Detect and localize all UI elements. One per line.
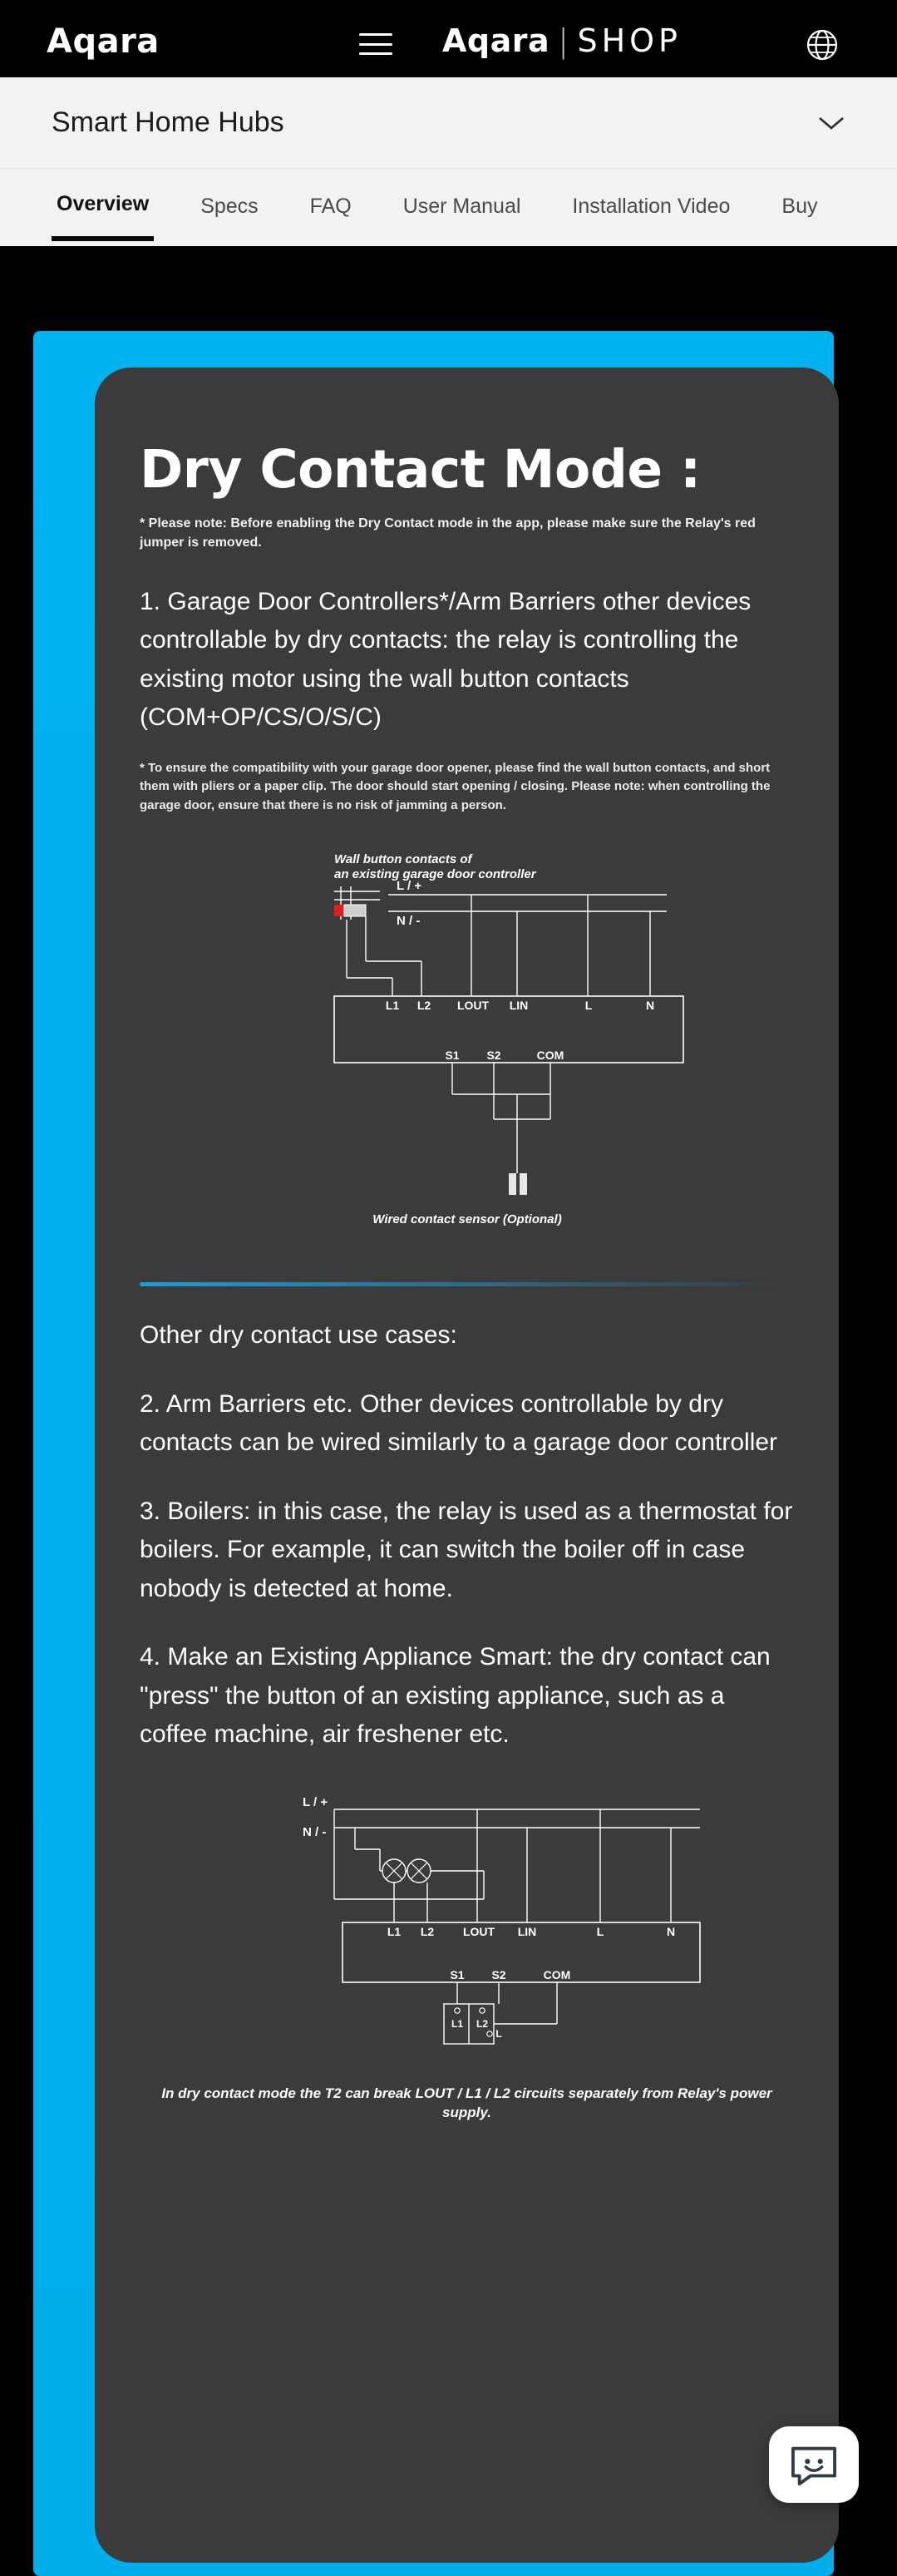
shop-brand-logo[interactable]: [442, 22, 682, 59]
chevron-down-icon[interactable]: [817, 115, 845, 131]
use-case-2-text: 2. Arm Barriers etc. Other devices controllable by dry contacts can be wired similarly to a garage door controller: [140, 1389, 778, 1457]
svg-text:LIN: LIN: [509, 999, 528, 1013]
svg-text:COM: COM: [543, 1967, 570, 1981]
tab-specs[interactable]: Specs: [200, 195, 259, 218]
section-divider: [140, 1282, 794, 1286]
svg-text:L: L: [495, 2027, 502, 2040]
svg-text:L1: L1: [385, 999, 399, 1013]
shop-brand-separator: |: [558, 22, 569, 59]
svg-text:an existing garage door contro: an existing garage door controller: [333, 867, 536, 882]
svg-text:N / -: N / -: [396, 914, 420, 929]
svg-text:L2: L2: [476, 2017, 488, 2030]
svg-text:N / -: N / -: [302, 1824, 326, 1839]
other-use-cases-heading: Other dry contact use cases:: [140, 1321, 457, 1350]
tab-overview[interactable]: Overview: [52, 174, 154, 241]
svg-text:L2: L2: [416, 999, 431, 1013]
svg-text:LOUT: LOUT: [462, 1924, 495, 1938]
use-case-4-text: 4. Make an Existing Appliance Smart: the dry contact can "press" the button of an existing appliance, such as a coffee machine, air freshener etc.: [140, 1643, 771, 1749]
svg-text:L / +: L / +: [302, 1794, 328, 1809]
svg-text:L1: L1: [451, 2017, 463, 2030]
svg-text:LOUT: LOUT: [456, 999, 489, 1013]
tab-user-manual[interactable]: User Manual: [402, 195, 521, 218]
svg-text:L1: L1: [387, 1924, 401, 1938]
svg-text:L: L: [596, 1924, 604, 1938]
svg-text:L2: L2: [420, 1924, 434, 1938]
svg-text:Wall button contacts of: Wall button contacts of: [333, 852, 472, 867]
product-category-title: Smart Home Hubs: [52, 106, 284, 138]
svg-text:S1: S1: [449, 1967, 465, 1981]
chat-bubble-icon[interactable]: [769, 2426, 859, 2503]
svg-text:S1: S1: [444, 1049, 460, 1063]
svg-text:L / +: L / +: [396, 879, 421, 894]
svg-text:LIN: LIN: [517, 1924, 536, 1938]
use-case-1-text: 1. Garage Door Controllers*/Arm Barriers other devices controllable by dry contacts: the relay is controlling the existing motor using the wall button contacts (COM+OP/CS/O/S/C): [140, 587, 752, 732]
brand-logo-left[interactable]: Aqara: [47, 22, 160, 61]
wiring-diagram-dry-contact: [140, 1791, 794, 2065]
svg-text:COM: COM: [536, 1049, 564, 1063]
tab-faq[interactable]: FAQ: [309, 195, 352, 218]
wiring-diagram-garage: [140, 845, 794, 1252]
hamburger-menu-icon[interactable]: [359, 33, 392, 55]
dry-contact-mode-card: [95, 368, 839, 2563]
page-body: [0, 251, 897, 2538]
globe-icon[interactable]: [806, 28, 839, 62]
blue-background-panel: [33, 331, 834, 2576]
dry-contact-diagram-caption: In dry contact mode the T2 can break LOUT / L1 / L2 circuits separately from Relay's power supply.: [161, 2085, 772, 2121]
svg-text:L: L: [584, 999, 592, 1013]
product-tab-bar: [0, 169, 897, 246]
product-category-bar[interactable]: [0, 77, 897, 169]
tab-installation-video[interactable]: Installation Video: [572, 195, 731, 218]
svg-text:N: N: [666, 1924, 675, 1938]
svg-text:N: N: [645, 999, 654, 1013]
svg-text:Wired contact sensor (Optional: Wired contact sensor (Optional): [372, 1212, 562, 1227]
top-navigation-bar: [0, 5, 897, 77]
svg-text:S2: S2: [490, 1967, 506, 1981]
shop-brand-word: SHOP: [577, 22, 682, 59]
page-title: Dry Contact Mode :: [140, 439, 701, 500]
tab-buy[interactable]: Buy: [781, 195, 818, 218]
shop-brand-name: Aqara: [442, 22, 550, 59]
svg-text:S2: S2: [485, 1049, 501, 1063]
jumper-note: * Please note: Before enabling the Dry Contact mode in the app, please make sure the Relay's red jumper is removed.: [140, 516, 756, 550]
use-case-3-text: 3. Boilers: in this case, the relay is used as a thermostat for boilers. For example, it can switch the boiler off in case nobody is detected at home.: [140, 1497, 793, 1602]
compatibility-note: * To ensure the compatibility with your garage door opener, please find the wall button contacts, and short them with pliers or a paper clip. The door should start opening / closing. Please note: when controlling the garage door, ensure that there is no risk of jamming a person.: [140, 760, 771, 812]
